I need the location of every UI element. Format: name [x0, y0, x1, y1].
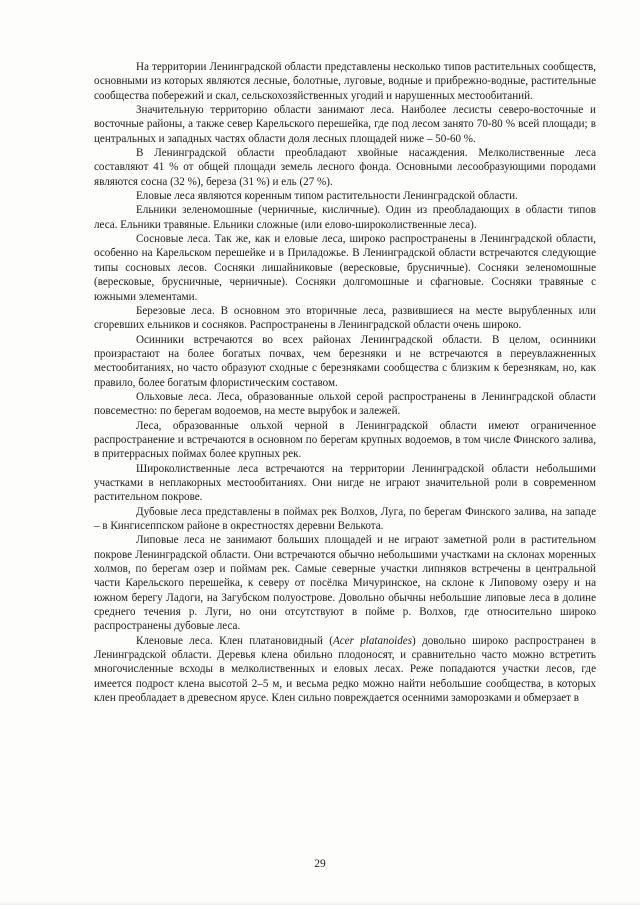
paragraph-aspen: Осинники встречаются во всех районах Ленинградской области. В целом, осинники произрастают на более богатых почвах, чем березняки и не встречаются в переувлажненных местообитаниях, но часто образуют сходные с березняками сообщества с близким к березнякам, но, как правило, более богатым флористическим составом.: [94, 333, 596, 389]
paragraph-spruce: Еловые леса являются коренным типом растительности Ленинградской области.: [136, 190, 518, 203]
body-text: [94, 60, 596, 705]
paragraph-birch: Березовые леса. В основном это вторичные леса, развившиеся на месте вырубленных или сгоревших ельников и сосняков. Распространены в Ленинградской области очень широко.: [94, 304, 596, 332]
scan-edge: [0, 901, 640, 905]
paragraph-plant-communities: На территории Ленинградской области представлены несколько типов растительных сообществ, основными из которых являются лесные, болотные, луговые, водные и прибрежно-водные, растительные сообщества побережий и скал, сельскохозяйственных угодий и нарушенных местообитаний.: [94, 61, 596, 102]
paragraph-pine: Сосновые леса. Так же, как и еловые леса, широко распространены в Ленинградской области, особенно на Карельском перешейке и в Приладожье. В Ленинградской области встречаются следующие типы сосновых лесов. Сосняки лишайниковые (вересковые, брусничные). Сосняки зеленомошные (вересковые, брусничные, черничные). Сосняки долгомошные и сфагновые. Сосняки травяные с южными элементами.: [94, 233, 596, 303]
paragraph-linden: Липовые леса не занимают больших площадей и не играют заметной роли в растительном покрове Ленинградской области. Они встречаются обычно небольшими участками на склонах моренных холмов, по берегам озер и поймам рек. Самые северные участки липняков встречены в центральной части Карельского перешейка, к северу от посёлка Мичуринское, на склоне к Липовому озеру и на южном берегу Ладоги, на Загубском полуострове. Довольно обычны небольшие липовые леса в долине среднего течения р. Луги, но они отсутствуют в пойме р. Волхов, где относительно широко распространены дубовые леса.: [94, 534, 596, 633]
paragraph-maple: [94, 634, 596, 706]
paragraph-broadleaf: Широколиственные леса встречаются на территории Ленинградской области небольшими участками в неплакорных местообитаниях. Они нигде не играют значительной роли в современном растительном покрове.: [94, 462, 596, 504]
paragraph-oak: Дубовые леса представлены в поймах рек Волхов, Луга, по берегам Финского залива, на западе – в Кингисеппском районе в окрестностях деревни Велькота.: [94, 505, 596, 532]
maple-text-start: Кленовые леса. Клен платановидный (: [136, 634, 333, 647]
paragraph-spruce-types: Ельники зеленомошные (черничные, кисличные). Один из преобладающих в области типов леса. Ельники травяные. Ельники сложные (или елово-широколиственные леса).: [94, 204, 596, 231]
paragraph-alder-black: Леса, образованные ольхой черной в Ленинградской области имеют ограниченное распространение и встречаются в основном по берегам крупных водоемов, в том числе Финского залива, в притеррасных поймах более крупных рек.: [94, 419, 596, 461]
paragraph-forest-cover: Значительную территорию области занимают леса. Наиболее лесисты северо-восточные и восточные районы, а также север Карельского перешейка, где под лесом занято 70-80 % всей площади; в центральных и западных частях области доля лесных площадей ниже – 50-60 %.: [94, 104, 596, 145]
page-number: 29: [314, 858, 326, 870]
maple-latin-name: Acer platanoides: [332, 634, 413, 647]
paragraph-coniferous: В Ленинградской области преобладают хвойные насаждения. Мелколиственные леса составляют 41 % от общей площади земель лесного фонда. Основными лесообразующими породами являются сосна (32 %), береза (31 %) и ель (27 %).: [94, 147, 596, 188]
maple-text-end: ) довольно широко распространен в Ленинградской области. Деревья клена обильно плодоносят, и сравнительно часто можно встретить многочисленные всходы в мелколиственных и еловых лесах. Реже попадаются участки лесов, где имеется подрост клена высотой 2–5 м, и весьма редко можно найти небольшие сообщества, в которых клен преобладает в древесном ярусе. Клен сильно повреждается осенними заморозками и обмерзает в: [94, 634, 596, 705]
paragraph-alder-grey: Ольховые леса. Леса, образованные ольхой серой распространены в Ленинградской области повсеместно: по берегам водоемов, на месте вырубок и залежей.: [94, 390, 596, 418]
